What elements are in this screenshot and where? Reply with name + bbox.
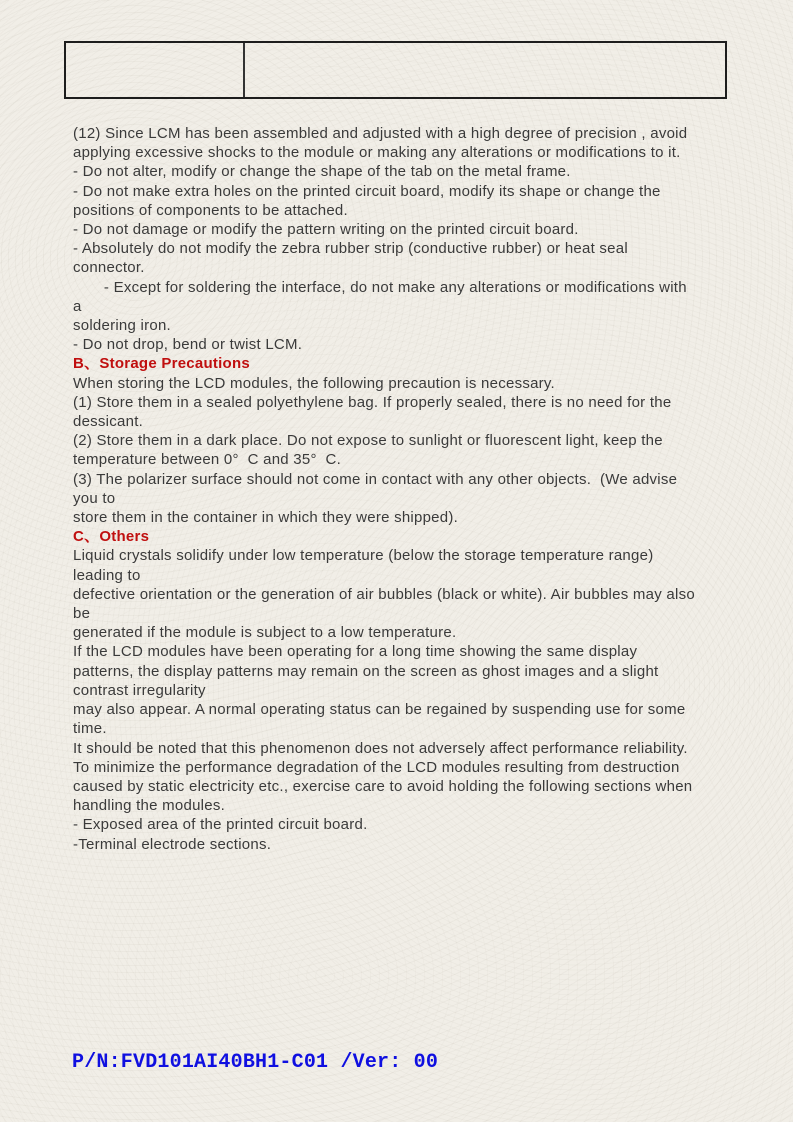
text-line: - Exposed area of the printed circuit board. — [73, 816, 368, 834]
text-line: temperature between 0° C and 35° C. — [73, 451, 342, 469]
text-line: applying excessive shocks to the module or making any alterations or modifications to it. — [73, 144, 681, 162]
text-line: caused by static electricity etc., exercise care to avoid holding the following sections when — [73, 777, 693, 795]
text-line: If the LCD modules have been operating for a long time showing the same display — [73, 643, 638, 661]
text-line: It should be noted that this phenomenon does not adversely affect performance reliability. — [73, 739, 688, 757]
text-line: generated if the module is subject to a low temperature. — [73, 624, 457, 642]
header-table-cell-right — [245, 43, 725, 97]
text-line: leading to — [73, 566, 141, 584]
text-line: Liquid crystals solidify under low temperature (below the storage temperature range) — [73, 547, 654, 565]
text-line: - Do not make extra holes on the printed circuit board, modify its shape or change the — [73, 182, 661, 200]
text-line: (2) Store them in a dark place. Do not expose to sunlight or fluorescent light, keep the — [73, 432, 663, 450]
text-line: (12) Since LCM has been assembled and adjusted with a high degree of precision , avoid — [73, 125, 688, 142]
text-line: To minimize the performance degradation of the LCD modules resulting from destruction — [73, 758, 680, 776]
text-line: (1) Store them in a sealed polyethylene bag. If properly sealed, there is no need for the — [73, 393, 672, 411]
header-table — [64, 41, 727, 99]
text-line: (3) The polarizer surface should not come in contact with any other objects. (We advise — [73, 470, 678, 488]
text-line: be — [73, 605, 91, 623]
text-line: time. — [73, 720, 107, 738]
text-line: contrast irregularity — [73, 681, 206, 699]
text-line: handling the modules. — [73, 797, 226, 815]
section-heading: B、Storage Precautions — [73, 355, 250, 373]
text-line: positions of components to be attached. — [73, 201, 348, 219]
header-table-cell-left — [66, 43, 245, 97]
text-line: - Do not alter, modify or change the shape of the tab on the metal frame. — [73, 163, 571, 181]
text-line: soldering iron. — [73, 317, 171, 335]
text-line: store them in the container in which they were shipped). — [73, 509, 459, 527]
text-line: When storing the LCD modules, the following precaution is necessary. — [73, 374, 555, 392]
text-line: - Absolutely do not modify the zebra rubber strip (conductive rubber) or heat seal — [73, 240, 628, 258]
part-number-footer: P/N:FVD101AI40BH1-C01 /Ver: 00 — [72, 1051, 439, 1074]
text-line: - Except for soldering the interface, do not make any alterations or modifications with — [73, 278, 687, 296]
text-line: - Do not drop, bend or twist LCM. — [73, 336, 303, 354]
section-heading: C、Others — [73, 528, 150, 546]
text-line: connector. — [73, 259, 145, 277]
text-line: you to — [73, 489, 116, 507]
text-line: defective orientation or the generation of air bubbles (black or white). Air bubbles may also — [73, 585, 695, 603]
text-line: a — [73, 297, 82, 315]
text-line: -Terminal electrode sections. — [73, 835, 272, 853]
text-line: patterns, the display patterns may remain on the screen as ghost images and a slight — [73, 662, 659, 680]
text-line: dessicant. — [73, 413, 144, 431]
document-text — [73, 124, 733, 854]
text-line: - Do not damage or modify the pattern writing on the printed circuit board. — [73, 221, 579, 239]
text-line: may also appear. A normal operating status can be regained by suspending use for some — [73, 701, 686, 719]
